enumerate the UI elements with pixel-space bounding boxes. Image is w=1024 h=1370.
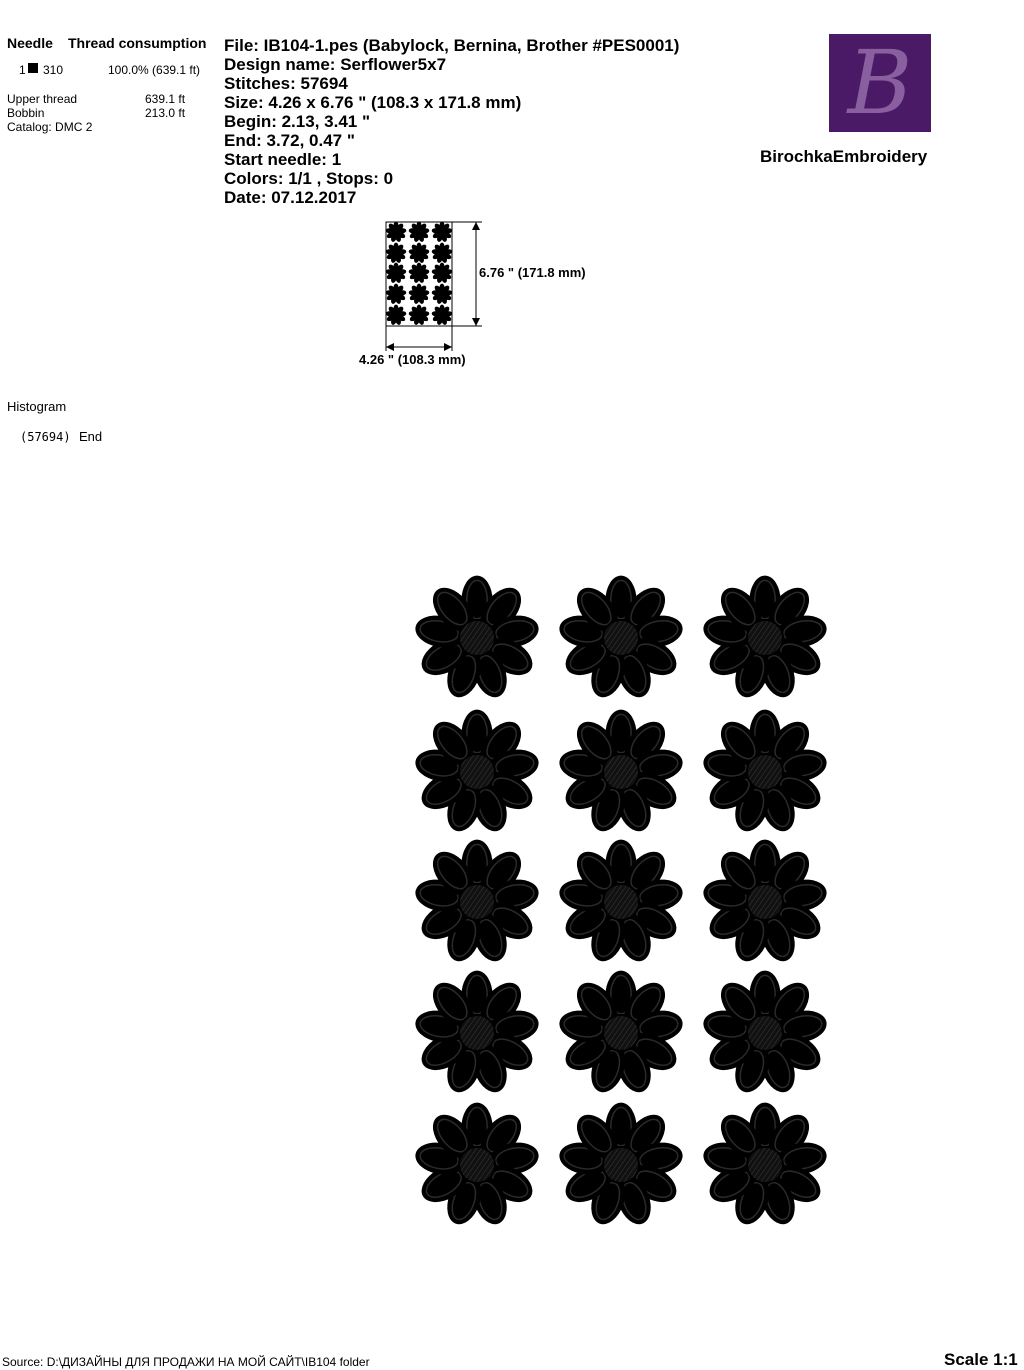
file-line: File: IB104-1.pes (Babylock, Bernina, Brother #PES0001) xyxy=(224,36,680,55)
flower-motif xyxy=(385,263,406,284)
flower-motif xyxy=(557,971,685,1097)
flower-motif xyxy=(431,222,452,243)
design-name-line: Design name: Serflower5x7 xyxy=(224,55,447,74)
brand-name: BirochkaEmbroidery xyxy=(760,147,928,166)
flower-motif xyxy=(408,222,429,243)
start-needle-line: Start needle: 1 xyxy=(224,150,342,169)
flower-motif xyxy=(413,710,541,836)
flower-motif xyxy=(408,243,429,264)
thread-consumption-value: 100.0% (639.1 ft) xyxy=(108,63,201,77)
flower-motif xyxy=(701,971,829,1097)
flower-motif xyxy=(701,576,829,702)
flower-motif xyxy=(557,576,685,702)
histogram-count: (57694) xyxy=(20,430,71,444)
preview-diagram xyxy=(350,215,630,375)
begin-line: Begin: 2.13, 3.41 " xyxy=(224,112,371,131)
colors-line: Colors: 1/1 , Stops: 0 xyxy=(224,169,394,188)
embroidery-design xyxy=(400,560,840,1250)
height-dimension-label: 6.76 " (171.8 mm) xyxy=(479,265,586,280)
flower-motif xyxy=(413,971,541,1097)
flower-motif xyxy=(431,305,452,326)
catalog-label: Catalog: DMC 2 xyxy=(7,120,93,134)
flower-motif xyxy=(385,284,406,305)
flower-motif xyxy=(557,710,685,836)
scale-label: Scale 1:1 xyxy=(944,1350,1018,1369)
thread-color-swatch xyxy=(28,63,38,73)
flower-motif xyxy=(413,840,541,966)
upper-thread-value: 639.1 ft xyxy=(145,92,186,106)
width-dimension-label: 4.26 " (108.3 mm) xyxy=(359,352,466,367)
flower-motif xyxy=(701,840,829,966)
flower-motif xyxy=(557,840,685,966)
upper-thread-label: Upper thread xyxy=(7,92,78,106)
thread-code: 310 xyxy=(43,63,64,77)
flower-motif xyxy=(431,243,452,264)
logo-letter: B xyxy=(847,34,913,132)
flower-motif xyxy=(431,263,452,284)
size-line: Size: 4.26 x 6.76 " (108.3 x 171.8 mm) xyxy=(224,93,522,112)
flower-motif xyxy=(408,305,429,326)
flower-motif xyxy=(413,576,541,702)
brand-logo xyxy=(829,34,931,132)
flower-motif xyxy=(413,1103,541,1229)
flower-motif xyxy=(701,710,829,836)
bobbin-value: 213.0 ft xyxy=(145,106,186,120)
end-line: End: 3.72, 0.47 " xyxy=(224,131,355,150)
histogram-end-label: End xyxy=(79,429,103,444)
thread-consumption-header: Thread consumption xyxy=(68,35,207,51)
flower-motif xyxy=(701,1103,829,1229)
flower-motif xyxy=(408,263,429,284)
flower-motif xyxy=(385,222,406,243)
histogram-title: Histogram xyxy=(7,399,67,414)
flower-motif xyxy=(385,305,406,326)
bobbin-label: Bobbin xyxy=(7,106,45,120)
flower-motif xyxy=(431,284,452,305)
source-path: Source: D:\ДИЗАЙНЫ ДЛЯ ПРОДАЖИ НА МОЙ САЙТ\IB104 folder xyxy=(2,1355,370,1369)
needle-number: 1 xyxy=(19,63,26,77)
date-line: Date: 07.12.2017 xyxy=(224,188,357,207)
stitches-line: Stitches: 57694 xyxy=(224,74,348,93)
flower-motif xyxy=(557,1103,685,1229)
flower-motif xyxy=(408,284,429,305)
design-preview xyxy=(350,215,630,375)
needle-header: Needle xyxy=(7,35,53,51)
design-info xyxy=(224,36,679,207)
flower-motif xyxy=(385,243,406,264)
